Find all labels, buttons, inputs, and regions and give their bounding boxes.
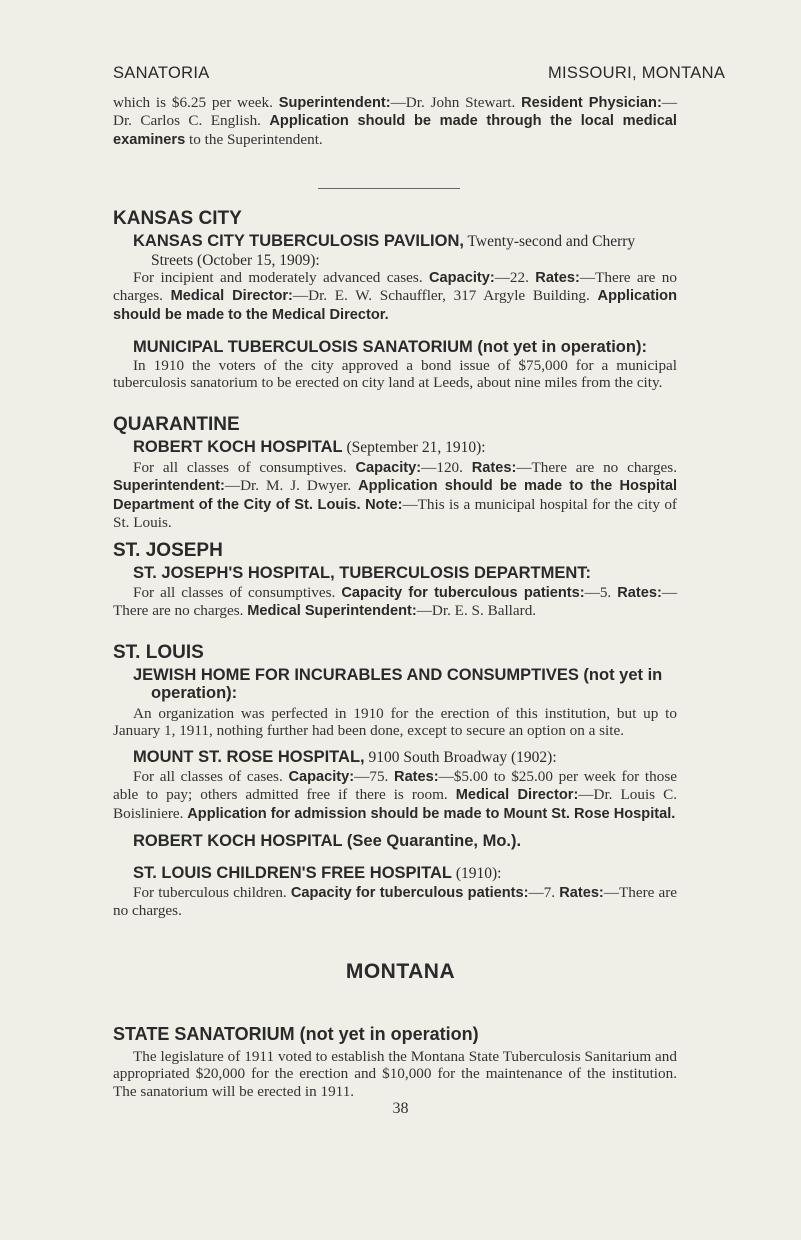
entry-title-state-sanatorium: STATE SANATORIUM (not yet in operation) [113, 1024, 479, 1044]
page-number: 38 [392, 1100, 409, 1117]
running-header-right: MISSOURI, MONTANA [548, 64, 726, 82]
entry-kansas-city-pavilion [133, 232, 677, 270]
entry-st-josephs-body: For all classes of consumptives. Capacity for tuberculous patients:—5. Rates:— There are no charges. Medical Superintendent:—Dr. E. S. Ballard. [113, 584, 677, 620]
entry-kansas-city-pavilion-body: For incipient and moderately advanced cases. Capacity:—22. Rates:—There are no charges. Medical Director:—Dr. E. W. Schauffler, 317 Argyle Building. Application should be made to the Medical Director. [113, 269, 677, 323]
heading-kansas-city: KANSAS CITY [113, 208, 242, 229]
heading-st-louis: ST. LOUIS [113, 642, 204, 663]
entry-title-municipal: MUNICIPAL TUBERCULOSIS SANATORIUM (not yet in operation): [133, 338, 647, 356]
entry-title-childrens-hospital: ST. LOUIS CHILDREN'S FREE HOSPITAL (1910): [133, 864, 502, 882]
section-divider [318, 188, 460, 189]
entry-title: KANSAS CITY TUBERCULOSIS PAVILION, Twenty-second and Cherry Streets (October 15, 1909): [133, 232, 636, 269]
entry-state-sanatorium-body: The legislature of 1911 voted to establish the Montana State Tuberculosis Sanitarium and appropriated $20,000 for the erection and $10,000 for the maintenance of the institution. The sanatorium will be erected in 1911. [113, 1048, 677, 1100]
entry-title-koch: ROBERT KOCH HOSPITAL (September 21, 1910): [133, 438, 486, 456]
entry-childrens-hospital-body: For tuberculous children. Capacity for tuberculous patients:—7. Rates:—There are no charges. [113, 884, 678, 920]
heading-montana: MONTANA [345, 960, 456, 983]
entry-title-koch-reference: ROBERT KOCH HOSPITAL (See Quarantine, Mo.). [133, 832, 522, 850]
heading-quarantine: QUARANTINE [113, 414, 240, 435]
entry-mount-st-rose-body: For all classes of cases. Capacity:—75. Rates:—$5.00 to $25.00 per week for those able to pay; others admitted free if there is room. Medical Director:—Dr. Louis C. Boisliniere. Application for admission should be made to Mount St. Rose Hospital. [113, 768, 677, 822]
entry-title-jewish-home: JEWISH HOME FOR INCURABLES AND CONSUMPTIVES (not yet in operation): [133, 666, 663, 702]
entry-koch-body: For all classes of consumptives. Capacity:—120. Rates:—There are no charges. Superintendent:—Dr. M. J. Dwyer. Application should be made to the Hospital Department of the City of St. Louis. Note:—This is a municipal hospital for the city of St. Louis. [113, 459, 678, 532]
entry-title-st-josephs: ST. JOSEPH'S HOSPITAL, TUBERCULOSIS DEPARTMENT: [133, 564, 592, 582]
entry-municipal-body: In 1910 the voters of the city approved a bond issue of $75,000 for a municipal tuberculosis sanatorium to be erected on city land at Leeds, about nine miles from the city. [113, 357, 677, 392]
heading-st-joseph: ST. JOSEPH [113, 540, 223, 561]
entry-jewish-home-body: An organization was perfected in 1910 for the erection of this institution, but up to January 1, 1911, nothing further had been done, except to secure an option on a site. [113, 705, 677, 740]
entry-title-mount-st-rose: MOUNT ST. ROSE HOSPITAL, 9100 South Broadway (1902): [133, 748, 557, 766]
running-header-left: SANATORIA [113, 64, 210, 82]
intro-paragraph: which is $6.25 per week. Superintendent:—Dr. John Stewart. Resident Physician:— Dr. Carlos C. English. Application should be made through the local medical examiners to the Superintendent. [113, 94, 677, 148]
